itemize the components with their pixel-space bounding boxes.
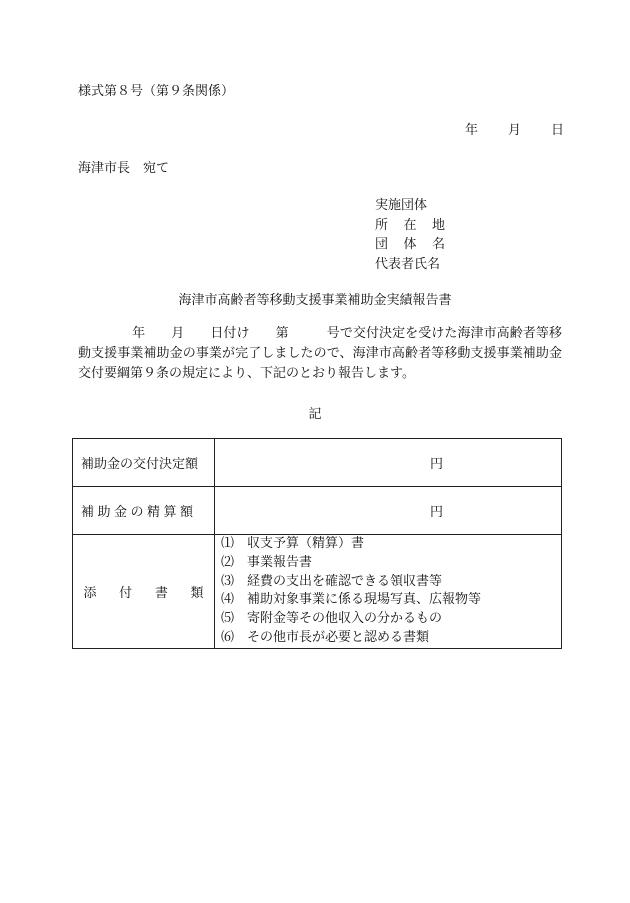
ki-heading: 記 — [308, 407, 322, 422]
table-row-attachments — [73, 535, 562, 649]
body-dai: 第 — [275, 326, 289, 341]
label-decided-amount: 補助金の交付決定額 — [73, 439, 215, 487]
org-label-representative: 代表者氏名 — [375, 256, 441, 272]
table-row-decided-amount — [73, 439, 562, 487]
attachments-list — [215, 535, 562, 649]
body-paragraph — [78, 324, 562, 384]
org-label-address: 所在地 — [375, 217, 445, 233]
list-item: ⑵ 事業報告書 — [221, 554, 313, 570]
yen-unit: 円 — [429, 457, 443, 472]
list-item: ⑶ 経費の支出を確認できる領収書等 — [221, 573, 443, 589]
org-label-group-name: 団体名 — [375, 237, 445, 252]
list-item: ⑷ 補助対象事業に係る現場写真、広報物等 — [221, 592, 482, 608]
date-month-label: 月 — [507, 123, 521, 138]
body-month: 月 — [171, 326, 185, 341]
body-date-suffix: 日付け — [210, 326, 250, 341]
form-number: 様式第８号（第９条関係） — [78, 84, 235, 99]
body-year: 年 — [132, 326, 146, 341]
list-item: ⑹ その他市長が必要と認める書類 — [221, 629, 430, 645]
list-item: ⑴ 収支予算（精算）書 — [221, 536, 365, 551]
report-table — [72, 438, 562, 649]
value-decided-amount — [215, 439, 562, 487]
applicant-organization-block — [375, 196, 447, 274]
yen-unit: 円 — [429, 505, 443, 520]
list-item: ⑸ 寄附金等その他収入の分かるもの — [221, 611, 443, 627]
org-label-implementer: 実施団体 — [375, 198, 428, 213]
date-year-label: 年 — [464, 123, 478, 138]
value-settled-amount — [215, 487, 562, 535]
label-attachments: 添付書類 — [73, 535, 215, 649]
document-title: 海津市高齢者等移動支援事業補助金実績報告書 — [178, 293, 452, 308]
body-text: 号で交付決定を受けた海津市高齢者等移動支援事業補助金の事業が完了しましたので、海津市高齢者等移動支援事業補助金交付要綱第９条の規定により、下記のとおり報告します。 — [78, 326, 562, 381]
date-day-label: 日 — [550, 123, 564, 138]
label-settled-amount: 補助金の精算額 — [73, 487, 215, 535]
table-row-settled-amount — [73, 487, 562, 535]
addressee: 海津市長 宛て — [78, 161, 170, 176]
date-line — [463, 119, 564, 138]
